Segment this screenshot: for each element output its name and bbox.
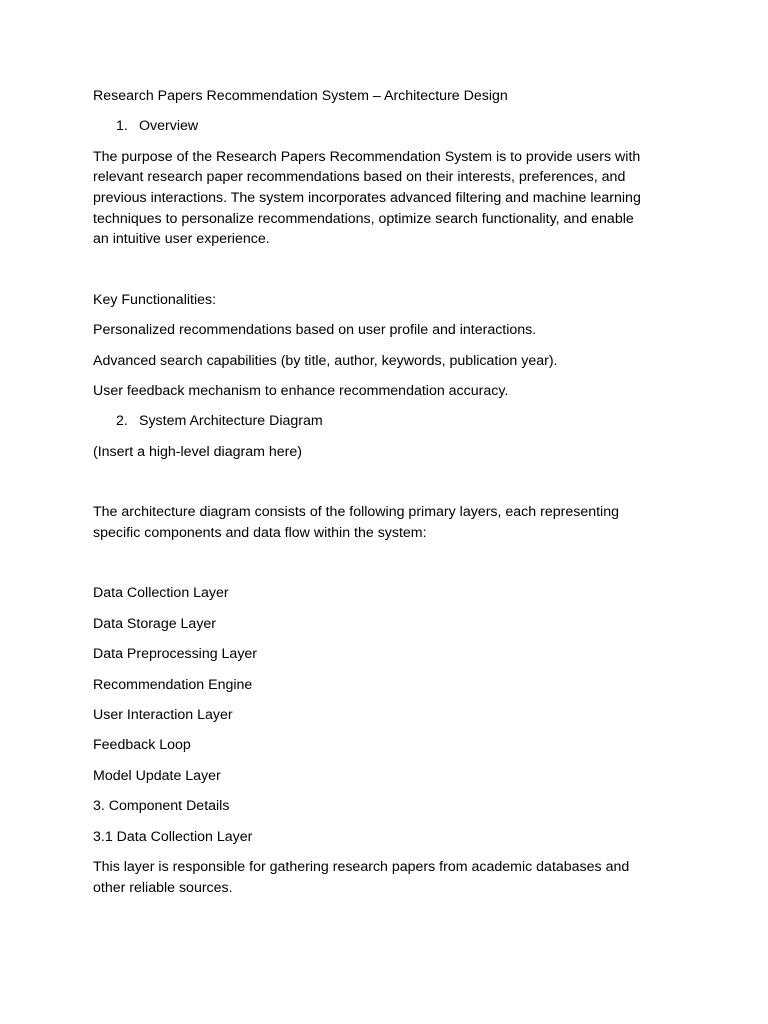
section-2-heading (93, 411, 688, 432)
section-2-title: System Architecture Diagram (139, 413, 323, 430)
overview-line: relevant research paper recommendations based on their interests, preferences, and (93, 169, 626, 186)
section-1-heading (93, 116, 688, 137)
layer-item: Data Preprocessing Layer (93, 646, 258, 663)
subsection-line: This layer is responsible for gathering research papers from academic databases and (93, 859, 630, 875)
functionality-item: User feedback mechanism to enhance recommendation accuracy. (93, 382, 509, 399)
layer-item: Data Storage Layer (93, 615, 217, 632)
subsection-line: other reliable sources. (93, 879, 233, 896)
section-1-title: Overview (139, 118, 199, 135)
overview-line: an intuitive user experience. (93, 231, 270, 248)
section-1-number: 1. (116, 118, 128, 135)
section-3-heading: 3. Component Details (93, 798, 230, 815)
subsection-3-1-heading: 3.1 Data Collection Layer (93, 828, 253, 845)
subsection-3-1-paragraph (93, 857, 688, 898)
layer-item: Model Update Layer (93, 767, 221, 784)
layer-item: User Interaction Layer (93, 707, 233, 724)
key-functionalities-label: Key Functionalities: (93, 291, 217, 308)
functionality-item: Personalized recommendations based on user profile and interactions. (93, 322, 537, 339)
layer-item: Data Collection Layer (93, 585, 229, 602)
layer-item: Feedback Loop (93, 737, 191, 754)
document-title: Research Papers Recommendation System – Architecture Design (93, 88, 508, 104)
architecture-intro-line: The architecture diagram consists of the following primary layers, each representing (93, 504, 619, 521)
overview-line: techniques to personalize recommendations, optimize search functionality, and enable (93, 210, 634, 227)
diagram-placeholder: (Insert a high-level diagram here) (93, 443, 302, 460)
layer-item: Recommendation Engine (93, 676, 253, 693)
functionality-item: Advanced search capabilities (by title, author, keywords, publication year). (93, 352, 558, 369)
overview-line: previous interactions. The system incorporates advanced filtering and machine learning (93, 189, 641, 206)
section-2-number: 2. (116, 413, 128, 430)
overview-paragraph (93, 147, 688, 250)
architecture-intro (93, 502, 688, 543)
document-page (93, 86, 688, 898)
overview-line: The purpose of the Research Papers Recommendation System is to provide users with (93, 148, 641, 165)
architecture-intro-line: specific components and data flow within the system: (93, 524, 427, 541)
